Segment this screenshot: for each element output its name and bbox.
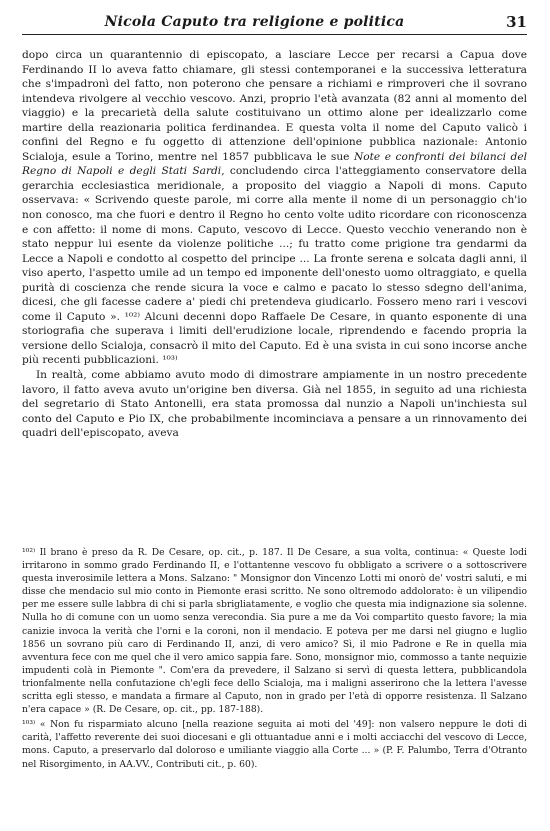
- paragraph-1: [22, 48, 527, 368]
- running-title: Nicola Caputo tra religione e politica: [104, 14, 405, 30]
- paragraph-1-continuation: , concludendo circa l'atteggiamento conservatore della gerarchia ecclesiastica meridionale, a proposito del viaggio a Napoli di mons. Caputo osservava: « Scrivendo queste parole, mi corre alla mente il nome di un personaggio ch'io non conosco, ma che fuori e dentro il Regno ho cento volte udito ricordare con riconoscenza e con affetto: il nome di mons. Caputo, vescovo di Lecce. Questo vecchio venerando non è stato neppur lui esente da violenze politiche ...; fu tratto come prigione tra gendarmi da Lecce a Napoli e condotto al cospetto del principe ... La fronte serena e solcata dagli anni, il viso aperto, l'aspetto umile ad un tempo ed imponente dell'onesto uomo oltraggiato, e quella purità di coscienza che rende sicura la voce e calmo e pacato lo stesso sdegno dell'anima, dicesi, che gli facesse cadere a' piedi chi pretendeva giudicarlo. Fossero meno rari i vescovi come il Caputo ». ¹⁰²⁾ Alcuni decenni dopo Raffaele De Cesare, in quanto esponente di una storiografia che superava i limiti dell'erudizione locale, riprendendo e facendo propria la versione dello Scialoja, consacrò il mito del Caputo. Ed è una svista in cui sono incorse anche più recenti pubblicazioni. ¹⁰³⁾: [22, 165, 528, 367]
- page-header: [22, 12, 527, 35]
- paragraph-2: In realtà, come abbiamo avuto modo di dimostrare ampiamente in un nostro precedente lavoro, il fatto aveva avuto un'origine ben diversa. Già nel 1855, in seguito ad una richiesta del segretario di Stato Antonelli, era stata promossa dal nunzio a Napoli un'inchiesta sul conto del Caputo e Pio IX, che probabilmente incominciava a pensare a un rinnovamento dei quadri dell'episcopato, aveva: [22, 369, 527, 440]
- main-text: [22, 48, 527, 441]
- footnotes: [22, 546, 527, 771]
- footnote-102: ¹⁰²⁾ Il brano è preso da R. De Cesare, op. cit., p. 187. Il De Cesare, a sua volta, continua: « Queste lodi irritarono in sommo grado Ferdinando II, e l'ottantenne vescovo fu obbligato a scrivere o a sottoscrivere questa inverosimile lettera a Mons. Salzano: " Monsignor don Vincenzo Lotti mi onorò de' vostri saluti, e mi disse che mendacio sul mio conto in Piemonte erasi scritto. Ne sono oltremodo addolorato: è un vilipendio per me essere sulle labbra di chi si parla sbrigliatamente, e voglio che questa mia indignazione sia solenne. Nulla ho di comune con un uomo senza verecondia. Sia pure a me da Voi compartito questo favore; la mia canizie invoca la verità che l'orni e la coroni, non il mendacio. E poteva per me darsi nel giugno e luglio 1856 un sovrano più caro di Ferdinando II, anzi, di vero amico? Sì, il mio Padrone e Re in quella mia avventura fece con me quel che il vero amico sappia fare. Sono, monsignor mio, commosso a tante nequizie impudenti colà in Piemonte ". Com'era da prevedere, il Salzano si servì di questa lettera, pubblicandola trionfalmente nella confutazione ch'egli fece dello Scialoja, ma i maligni asserirono che la lettera l'avesse scritta egli stesso, e mandata a firmare al Caputo, non in grado per l'età di opporre resistenza. Il Salzano n'era capace » (R. De Cesare, op. cit., pp. 187-188).: [22, 547, 527, 716]
- footnote-103: ¹⁰³⁾ « Non fu risparmiato alcuno [nella reazione seguita ai moti del '49]: non valsero neppure le doti di carità, l'affetto reverente dei suoi diocesani e gli ottuantadue anni e i molti acciacchi del vescovo di Lecce, mons. Caputo, a preservarlo dal doloroso e umiliante viaggio alla Corte ... » (P. F. Palumbo, Terra d'Otranto nel Risorgimento, in AA.VV., Contributi cit., p. 60).: [22, 719, 527, 770]
- page-number: 31: [506, 13, 527, 31]
- paragraph-1-text: dopo circa un quarantennio di episcopato, a lasciare Lecce per recarsi a Capua dove Ferdinando II lo aveva fatto chiamare, gli stessi contemporanei e la successiva letteratura che s'impadronì del fatto, non poterono che pensare a richiami e rimproveri che il sovrano intendeva rivolgere al vecchio vescovo. Anzi, proprio l'età avanzata (82 anni al momento del viaggio) e la precarietà della salute costituivano un ottimo alone per idealizzarlo come martire della reazionaria politica ferdinandea. E questa volta il nome del Caputo valicò i confini del Regno e fu oggetto di attenzione dell'opinione pubblica nazionale: Antonio Scialoja, esule a Torino, mentre nel 1857 pubblicava le sue: [22, 49, 527, 163]
- book-title-italic: Note e confronti dei bilanci del Regno di Napoli e degli Stati Sardi: [22, 150, 527, 178]
